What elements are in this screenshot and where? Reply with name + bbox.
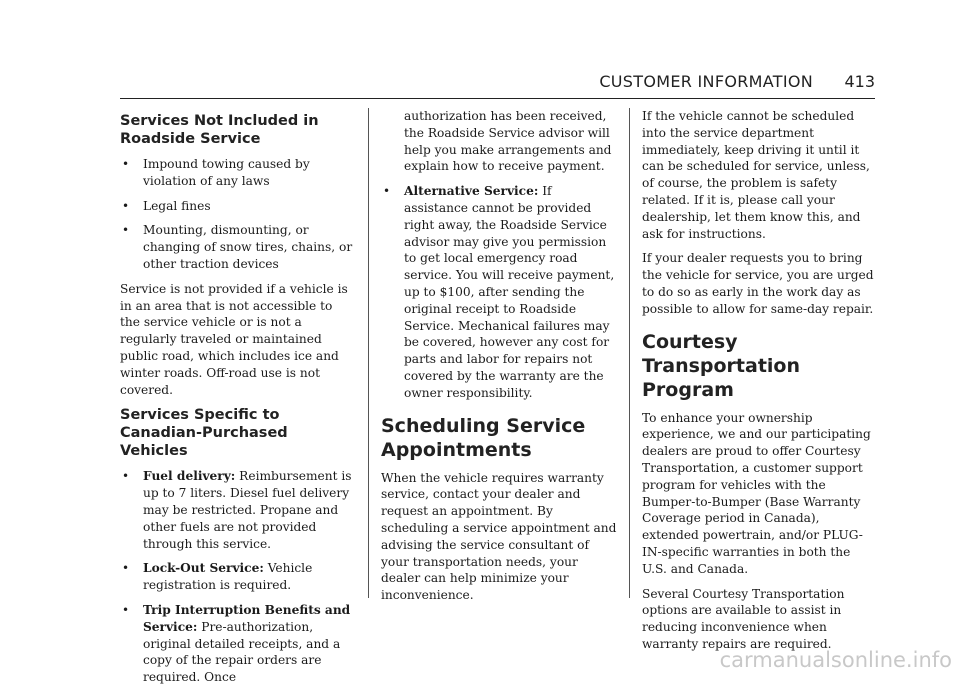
bullet: • [122, 469, 130, 484]
column-1 [120, 108, 356, 694]
paragraph-enhance: To enhance your ownership experience, we and our participating dealers are proud to offer Courtesy Transportation, a customer support program for vehicles with the Bumper-to-Bumper (Base Warranty Coverage period in Canada), extended powertrain, and/or PLUG-IN-specific warranties in both the U.S. and Canada. [642, 410, 871, 576]
bullet: • [122, 602, 130, 617]
bullet: • [122, 561, 130, 576]
alternative-service-list [381, 183, 617, 401]
list-item: • Lock-Out Service: Vehicle registration is required. [122, 561, 313, 593]
bullet: • [122, 223, 130, 238]
list-item: • Legal fines [122, 198, 211, 213]
paragraph-not-provided: Service is not provided if a vehicle is in an area that is not accessible to the service vehicle or is not a regularly traveled or maintained public road, which includes ice and winter roads. Off-road use is not covered. [120, 281, 348, 397]
heading-canadian-services: Services Specific to Canadian-Purchased Vehicles [120, 407, 288, 460]
column-divider-1 [368, 108, 369, 598]
list-item: • Alternative Service: If assistance cannot be provided right away, the Roadside Service advisor may give you permission to get local emergency road service. You will receive payment, up to $100, after sending the original receipt to Roadside Service. Mechanical failures may be covered, however any cost for parts and labor for repairs not covered by the warranty are the owner responsibility. [383, 184, 615, 400]
list-item: • Impound towing caused by violation of any laws [122, 157, 310, 188]
not-included-list [120, 156, 356, 273]
bullet: • [122, 157, 130, 171]
heading-scheduling: Scheduling Service Appointments [381, 414, 586, 461]
paragraph-cannot-schedule: If the vehicle cannot be scheduled into the service department immediately, keep driving it until it can be scheduled for service, unless, of course, the problem is safety related. If it is, please call your dealership, let them know this, and ask for instructions. [642, 109, 870, 241]
bullet: • [383, 184, 391, 199]
paragraph-several-options: Several Courtesy Transportation options are available to assist in reducing inconvenience when warranty repairs are required. [642, 586, 845, 651]
section-title: CUSTOMER INFORMATION [599, 72, 813, 91]
canadian-services-list [120, 468, 356, 686]
page-header [120, 70, 875, 99]
bullet: • [122, 198, 130, 213]
list-item: • Fuel delivery: Reimbursement is up to 7 liters. Diesel fuel delivery may be restricted. Propane and other fuels are not provided through this service. [122, 469, 352, 551]
page-number: 413 [844, 72, 875, 91]
heading-courtesy-transportation: Courtesy Transportation Program [642, 330, 801, 401]
heading-services-not-included: Services Not Included in Roadside Service [120, 113, 319, 147]
list-item: • Mounting, dismounting, or changing of snow tires, chains, or other traction devices [122, 223, 353, 271]
watermark: carmanualsonline.info [719, 648, 952, 672]
column-divider-2 [629, 108, 630, 598]
paragraph-dealer-requests: If your dealer requests you to bring the vehicle for service, you are urged to do so as early in the work day as possible to allow for same-day repair. [642, 251, 874, 316]
paragraph-scheduling: When the vehicle requires warranty service, contact your dealer and request an appointment. By scheduling a service appointment and advising the service consultant of your transportation needs, your dealer can help minimize your inconvenience. [381, 470, 617, 603]
column-3 [642, 108, 878, 661]
column-2 [381, 108, 617, 612]
list-item: • Trip Interruption Benefits and Service: Pre-authorization, original detailed receipts, and a copy of the repair orders are required. Once [122, 602, 351, 685]
paragraph-continued: authorization has been received, the Roadside Service advisor will help you make arrangements and explain how to receive payment. [404, 109, 612, 174]
